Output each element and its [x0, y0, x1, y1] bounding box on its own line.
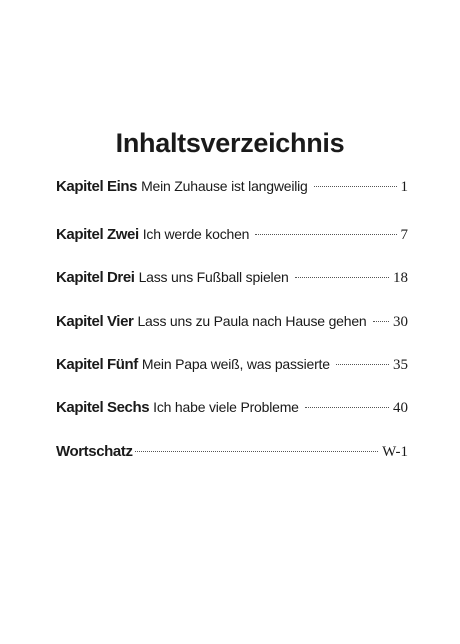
entry-subtitle: Lass uns zu Paula nach Hause gehen: [137, 313, 367, 329]
page-title: Inhaltsverzeichnis: [115, 128, 345, 158]
entry-page-number: 40: [393, 400, 408, 416]
entry-label: Kapitel Vier: [56, 313, 134, 330]
entry-label: Kapitel Zwei: [56, 226, 139, 243]
dot-leader: [336, 364, 389, 365]
entry-subtitle: Mein Zuhause ist langweilig: [141, 178, 308, 194]
toc-entry-kapitel-fuenf[interactable]: [56, 356, 408, 378]
toc-entry-kapitel-drei[interactable]: [56, 269, 408, 291]
entry-label: Kapitel Fünf: [56, 356, 138, 373]
entry-label: Wortschatz: [56, 443, 133, 460]
toc-entry-kapitel-zwei[interactable]: [56, 226, 408, 248]
dot-leader: [255, 234, 396, 235]
dot-leader: [373, 321, 389, 322]
entry-page-number: 1: [400, 179, 408, 195]
entry-label: Kapitel Drei: [56, 269, 135, 286]
dot-leader: [314, 186, 397, 187]
toc-entry-wortschatz[interactable]: [56, 443, 408, 465]
entry-subtitle: Lass uns Fußball spielen: [138, 269, 289, 285]
toc-entry-kapitel-sechs[interactable]: [56, 399, 408, 421]
entry-page-number: 18: [393, 270, 408, 286]
entry-label: Kapitel Eins: [56, 178, 138, 195]
dot-leader: [305, 407, 389, 408]
entry-label: Kapitel Sechs: [56, 399, 150, 416]
toc-entry-kapitel-eins[interactable]: [56, 178, 408, 200]
entry-subtitle: Ich habe viele Probleme: [153, 399, 299, 415]
entry-page-number: 35: [393, 357, 408, 373]
dot-leader: [135, 451, 379, 452]
dot-leader: [295, 277, 389, 278]
entry-page-number: 7: [400, 227, 408, 243]
entry-page-number: W-1: [382, 444, 408, 460]
entry-subtitle: Mein Papa weiß, was passierte: [141, 356, 330, 372]
toc-entry-kapitel-vier[interactable]: [56, 313, 408, 335]
entry-page-number: 30: [393, 314, 408, 330]
entry-subtitle: Ich werde kochen: [142, 226, 250, 242]
